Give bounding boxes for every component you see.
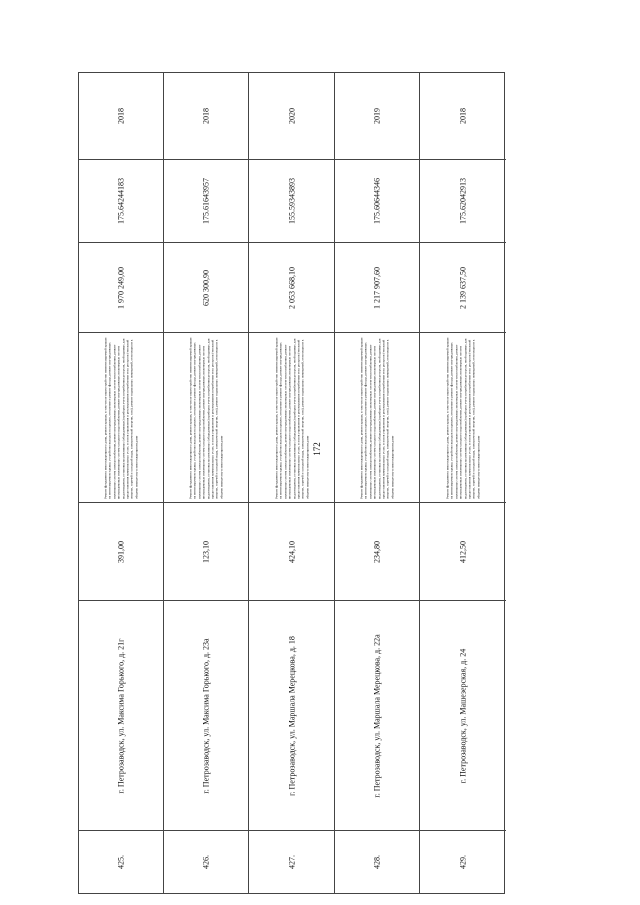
cell-text-area: 424,10 xyxy=(287,540,296,563)
table-cell-description xyxy=(249,332,334,502)
table-cell-year xyxy=(249,73,334,159)
cell-text-cadastral: 175.61643957 xyxy=(201,178,211,224)
cell-text-year: 2019 xyxy=(372,108,382,124)
table-cell-cadastral xyxy=(335,159,419,242)
cell-text-cost: 2 053 668,10 xyxy=(287,266,296,309)
cell-text-cadastral: 155.59343893 xyxy=(287,178,296,224)
table-cell-num xyxy=(249,830,334,893)
table-cell-cadastral xyxy=(164,159,248,242)
cell-text-area: 234,80 xyxy=(372,540,382,563)
cell-text-year: 2018 xyxy=(458,108,468,124)
table-cell-year xyxy=(164,73,248,159)
table-cell-cadastral xyxy=(420,159,506,242)
table-cell-description xyxy=(335,332,419,502)
table-cell-address xyxy=(164,600,248,830)
table-row xyxy=(79,73,164,893)
table-cell-address xyxy=(420,600,506,830)
cell-text-cadastral: 175.62042913 xyxy=(458,178,468,224)
cell-text-cost: 2 139 637,50 xyxy=(458,266,468,309)
cell-text-cost: 1 970 249,00 xyxy=(116,266,126,309)
table-cell-cost xyxy=(420,242,506,332)
cell-text-num: 426. xyxy=(201,855,211,869)
table-cell-cost xyxy=(164,242,248,332)
table-row xyxy=(420,73,506,893)
table-cell-cost xyxy=(249,242,334,332)
table-cell-cadastral xyxy=(249,159,334,242)
cell-text-year: 2020 xyxy=(287,108,296,124)
cell-text-area: 412,50 xyxy=(458,540,468,563)
cell-text-cadastral: 175.64244183 xyxy=(116,178,126,224)
table-cell-year xyxy=(335,73,419,159)
cell-text-address: г. Петрозаводск, ул. Машезерская, д. 24 xyxy=(458,648,468,783)
table-cell-area xyxy=(164,502,248,600)
cell-text-num: 428. xyxy=(372,855,382,869)
cell-text-address: г. Петрозаводск, ул. Маршала Мерецкова, д. 18 xyxy=(287,635,296,796)
table-cell-area xyxy=(249,502,334,600)
table-cell-num xyxy=(79,830,163,893)
cell-text-num: 429. xyxy=(458,855,468,869)
table-cell-description xyxy=(420,332,506,502)
cell-text-area: 391,00 xyxy=(116,540,126,563)
cell-text-address: г. Петрозаводск, ул. Максима Горького, д. 23а xyxy=(201,637,211,794)
table-cell-cadastral xyxy=(79,159,163,242)
cell-text-area: 123,10 xyxy=(201,540,211,563)
table-cell-area xyxy=(420,502,506,600)
cell-text-description: Ремонт фундамента многоквартирного дома, ремонт крыши, в том числе переустройство невентилируемой крыши на вентилируемую крышу, устройство выходов на кровлю, утепление и ремонт фасада, ремонт внутридомовых инженерных систем электроснабжения, ремонт внутридомовых инженерных систем теплоснабжения, ремонт внутридомовых инженерных систем холодного водоснабжения, ремонт внутридомовых инженерных систем водоотведения, установка коллективных (общедомовых) приборов учета потребления ресурсов, необходимых для предоставления коммунальных услуг, и узлов управления и регулирования потребления этих ресурсов (тепловой энергии, горячей и холодной воды, электрической энергии, газа), ремонт подвальных помещений, относящихся к общему имуществу в многоквартирном доме xyxy=(359,337,395,499)
table-cell-cost xyxy=(335,242,419,332)
table-row xyxy=(164,73,249,893)
table-cell-num xyxy=(164,830,248,893)
table-cell-num xyxy=(420,830,506,893)
cell-text-description: Ремонт фундамента многоквартирного дома, ремонт крыши, в том числе переустройство невентилируемой крыши на вентилируемую крышу, устройство выходов на кровлю, утепление и ремонт фасада, ремонт внутридомовых инженерных систем электроснабжения, ремонт внутридомовых инженерных систем теплоснабжения, ремонт внутридомовых инженерных систем холодного водоснабжения, ремонт внутридомовых инженерных систем водоотведения, установка коллективных (общедомовых) приборов учета потребления ресурсов, необходимых для предоставления коммунальных услуг, и узлов управления и регулирования потребления этих ресурсов (тепловой энергии, горячей и холодной воды, электрической энергии, газа), ремонт подвальных помещений, относящихся к общему имуществу в многоквартирном доме xyxy=(103,337,139,499)
table-cell-address xyxy=(335,600,419,830)
cell-text-description: Ремонт фундамента многоквартирного дома, ремонт крыши, в том числе переустройство невентилируемой крыши на вентилируемую крышу, устройство выходов на кровлю, утепление и ремонт фасада, ремонт внутридомовых инженерных систем электроснабжения, ремонт внутридомовых инженерных систем теплоснабжения, ремонт внутридомовых инженерных систем холодного водоснабжения, ремонт внутридомовых инженерных систем водоотведения, установка коллективных (общедомовых) приборов учета потребления ресурсов, необходимых для предоставления коммунальных услуг, и узлов управления и регулирования потребления этих ресурсов (тепловой энергии, горячей и холодной воды, электрической энергии, газа), ремонт подвальных помещений, относящихся к общему имуществу в многоквартирном доме xyxy=(188,337,224,499)
work-schedule-table xyxy=(78,72,505,894)
table-cell-address xyxy=(249,600,334,830)
table-cell-year xyxy=(420,73,506,159)
cell-text-cadastral: 175.60644346 xyxy=(372,178,382,224)
cell-text-cost: 620 300,90 xyxy=(201,269,211,306)
cell-text-cost: 1 217 907,60 xyxy=(372,266,382,309)
table-cell-description xyxy=(79,332,163,502)
table-cell-year xyxy=(79,73,163,159)
table-row xyxy=(335,73,420,893)
table-cell-area xyxy=(335,502,419,600)
cell-text-description: Ремонт фундамента многоквартирного дома, ремонт крыши, в том числе переустройство невентилируемой крыши на вентилируемую крышу, устройство выходов на кровлю, утепление и ремонт фасада, ремонт внутридомовых инженерных систем электроснабжения, ремонт внутридомовых инженерных систем теплоснабжения, ремонт внутридомовых инженерных систем холодного водоснабжения, ремонт внутридомовых инженерных систем водоотведения, установка коллективных (общедомовых) приборов учета потребления ресурсов, необходимых для предоставления коммунальных услуг, и узлов управления и регулирования потребления этих ресурсов (тепловой энергии, горячей и холодной воды, электрической энергии, газа), ремонт подвальных помещений, относящихся к общему имуществу в многоквартирном доме xyxy=(445,337,481,499)
cell-text-num: 425. xyxy=(116,855,126,869)
table-cell-area xyxy=(79,502,163,600)
cell-text-description: Ремонт фундамента многоквартирного дома, ремонт крыши, в том числе переустройство невентилируемой крыши на вентилируемую крышу, устройство выходов на кровлю, утепление и ремонт фасада, ремонт внутридомовых инженерных систем электроснабжения, ремонт внутридомовых инженерных систем теплоснабжения, ремонт внутридомовых инженерных систем холодного водоснабжения, ремонт внутридомовых инженерных систем водоотведения, установка коллективных (общедомовых) приборов учета потребления ресурсов, необходимых для предоставления коммунальных услуг, и узлов управления и регулирования потребления этих ресурсов (тепловой энергии, горячей и холодной воды, электрической энергии, газа), ремонт подвальных помещений, относящихся к общему имуществу в многоквартирном доме xyxy=(273,337,309,499)
cell-text-address: г. Петрозаводск, ул. Маршала Мерецкова, д. 22а xyxy=(372,633,382,798)
table-cell-address xyxy=(79,600,163,830)
cell-text-num: 427. xyxy=(287,855,296,869)
table-row xyxy=(249,73,335,893)
page-number: 172 xyxy=(311,442,322,456)
cell-text-address: г. Петрозаводск, ул. Максима Горького, д. 21г xyxy=(116,638,126,793)
cell-text-year: 2018 xyxy=(116,108,126,124)
table-cell-description xyxy=(164,332,248,502)
cell-text-year: 2018 xyxy=(201,108,211,124)
table-cell-num xyxy=(335,830,419,893)
table-cell-cost xyxy=(79,242,163,332)
